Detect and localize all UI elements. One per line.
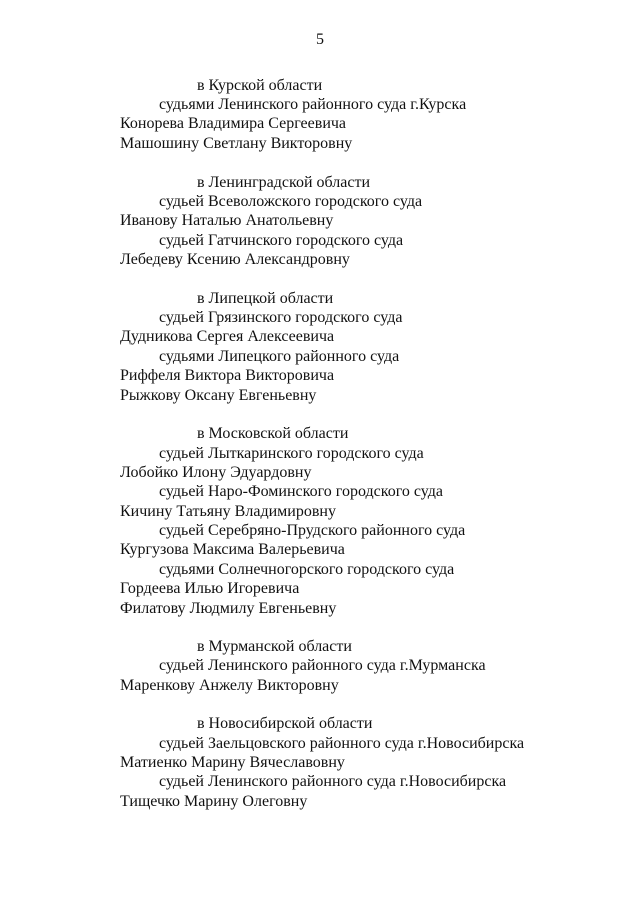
court-line: судьей Лыткаринского городского суда <box>159 445 424 462</box>
region-heading: в Курской области <box>197 77 323 94</box>
region-heading: в Мурманской области <box>197 638 352 655</box>
court-line: судьями Солнечногорского городского суда <box>159 561 455 578</box>
person-name: Маренкову Анжелу Викторовну <box>120 677 339 694</box>
person-name: Тищечко Марину Олеговну <box>120 793 308 810</box>
region-heading: в Новосибирской области <box>197 715 373 732</box>
court-line: судьей Заельцовского районного суда г.Новосибирска <box>159 735 525 752</box>
court-line: судьей Гатчинского городского суда <box>159 232 404 249</box>
court-line: судьей Ленинского районного суда г.Новосибирска <box>159 773 507 790</box>
court-line: судьей Ленинского районного суда г.Мурманска <box>159 657 486 674</box>
court-line: судьей Наро-Фоминского городского суда <box>159 483 443 500</box>
court-line: судьей Серебряно-Прудского районного суда <box>159 522 466 539</box>
court-line: судьями Ленинского районного суда г.Курска <box>159 96 467 113</box>
person-name: Филатову Людмилу Евгеньевну <box>120 600 337 617</box>
region-heading: в Ленинградской области <box>197 174 370 191</box>
person-name: Кургузова Максима Валерьевича <box>120 541 345 558</box>
person-name: Иванову Наталью Анатольевну <box>120 212 334 229</box>
person-name: Лебедеву Ксению Александровну <box>120 251 350 268</box>
person-name: Лобойко Илону Эдуардовну <box>120 464 312 481</box>
person-name: Конорева Владимира Сергеевича <box>120 115 347 132</box>
court-line: судьей Грязинского городского суда <box>159 309 403 326</box>
page-number: 5 <box>316 31 324 48</box>
court-line: судьей Всеволожского городского суда <box>159 193 423 210</box>
person-name: Риффеля Виктора Викторовича <box>120 367 335 384</box>
person-name: Дудникова Сергея Алексеевича <box>120 328 335 345</box>
person-name: Гордеева Илью Игоревича <box>120 580 300 597</box>
court-line: судьями Липецкого районного суда <box>159 348 400 365</box>
person-name: Матиенко Марину Вячеславовну <box>120 754 345 771</box>
person-name: Машошину Светлану Викторовну <box>120 135 353 152</box>
region-heading: в Липецкой области <box>197 290 334 307</box>
person-name: Рыжкову Оксану Евгеньевну <box>120 387 317 404</box>
region-heading: в Московской области <box>197 425 349 442</box>
person-name: Кичину Татьяну Владимировну <box>120 503 336 520</box>
